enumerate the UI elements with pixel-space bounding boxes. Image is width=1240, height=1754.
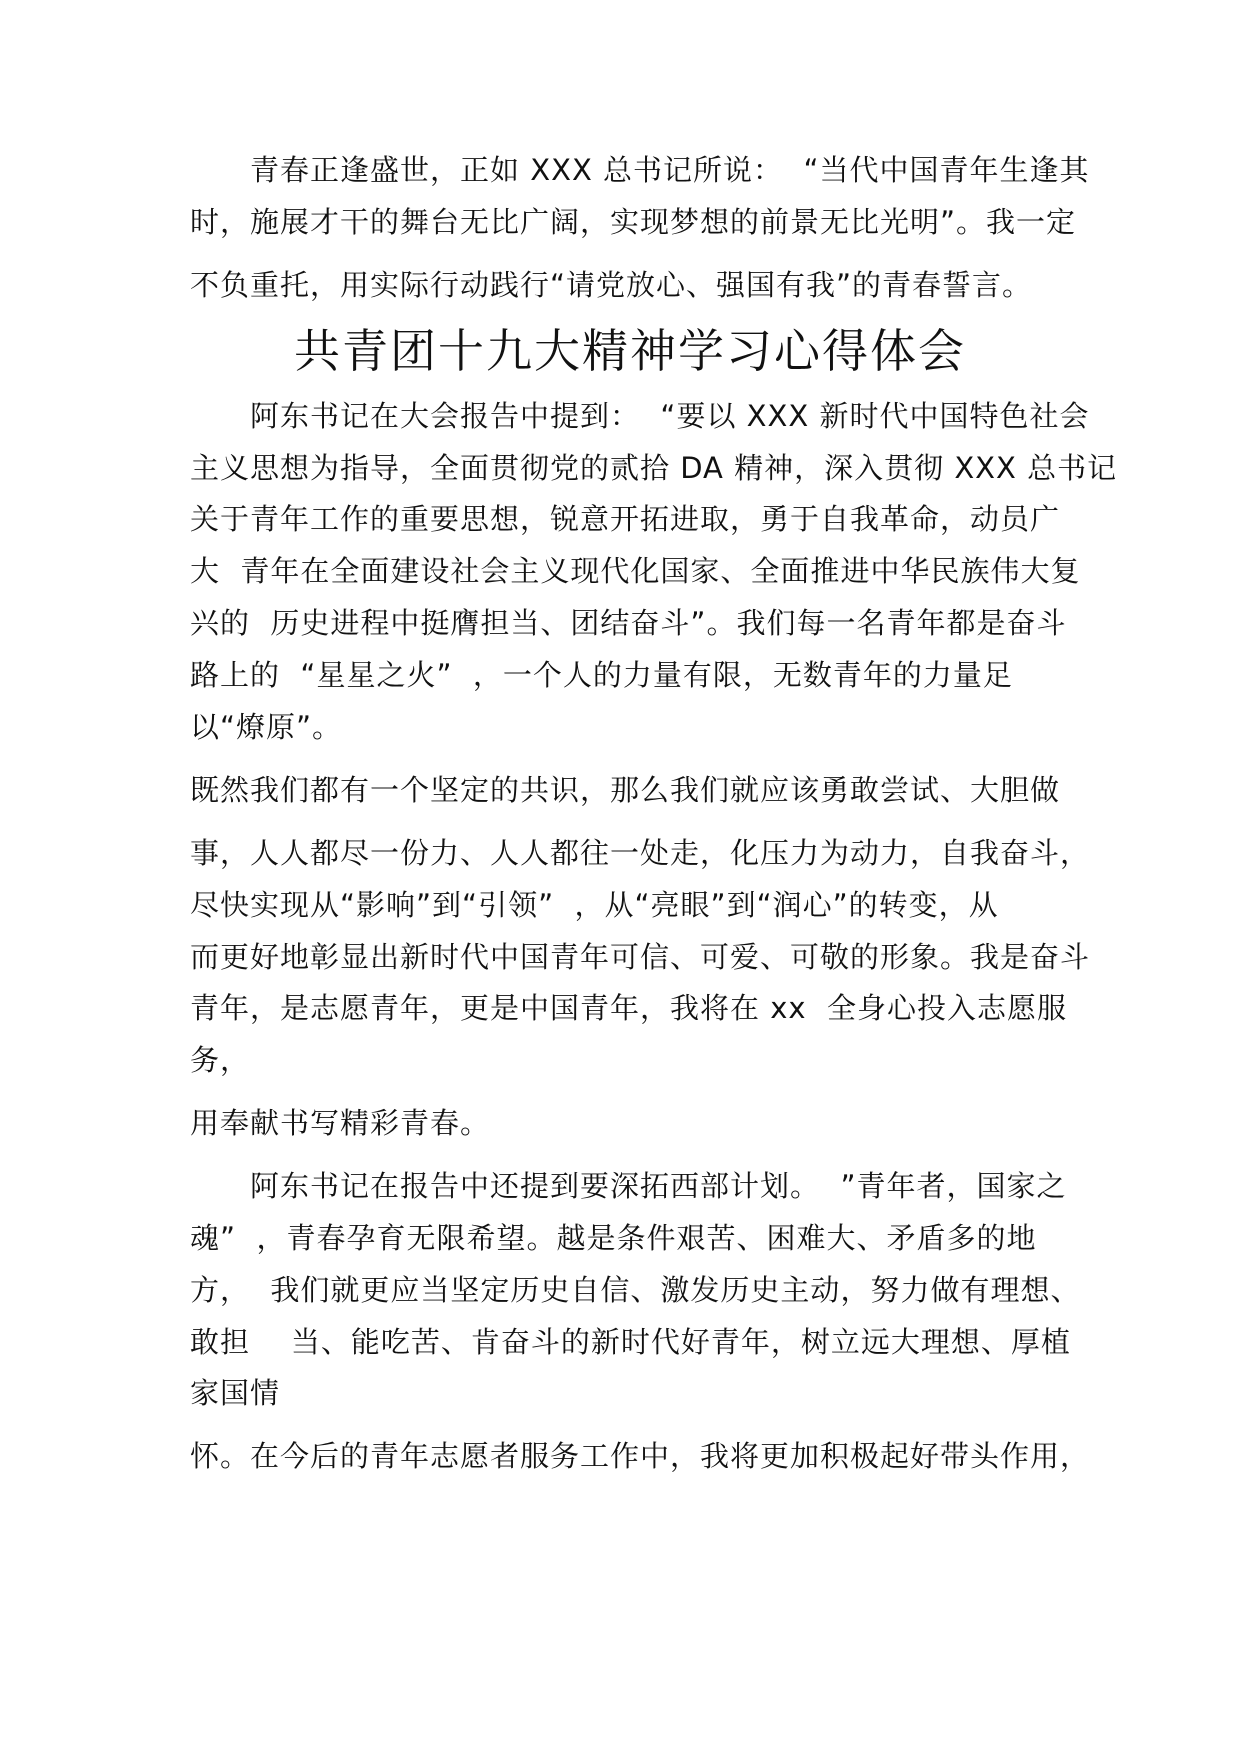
- paragraph-line: 务，: [190, 1043, 251, 1077]
- paragraph-line: 时，施展才干的舞台无比广阔，实现梦想的前景无比光明”。我一定: [190, 205, 1077, 239]
- paragraph-line: 阿东书记在大会报告中提到： “要以 XXX 新时代中国特色社会: [190, 399, 1090, 433]
- paragraph-line: 家国情: [190, 1376, 281, 1410]
- paragraph-line: 既然我们都有一个坚定的共识，那么我们就应该勇敢尝试、大胆做: [190, 773, 1061, 807]
- paragraph-line: 兴的 历史进程中挺膺担当、团结奋斗”。我们每一名青年都是奋斗: [190, 606, 1067, 640]
- paragraph-line: 主义思想为指导，全面贯彻党的贰拾 DA 精神，深入贯彻 XXX 总书记: [190, 451, 1118, 485]
- paragraph-line: 阿东书记在报告中还提到要深拓西部计划。 ”青年者，国家之: [190, 1169, 1067, 1203]
- paragraph-line: 怀。在今后的青年志愿者服务工作中，我将更加积极起好带头作用，: [190, 1439, 1091, 1473]
- paragraph-line: 路上的 “星星之火” ，一个人的力量有限，无数青年的力量足: [190, 658, 1013, 692]
- paragraph-line: 不负重托，用实际行动践行“请党放心、强国有我”的青春誓言。: [190, 268, 1033, 302]
- paragraph-line: 大 青年在全面建设社会主义现代化国家、全面推进中华民族伟大复: [190, 554, 1081, 588]
- page-title: 共青团十九大精神学习心得体会: [294, 324, 966, 378]
- paragraph-line: 青年，是志愿青年，更是中国青年，我将在 xx 全身心投入志愿服: [190, 991, 1067, 1025]
- paragraph-line: 方， 我们就更应当坚定历史自信、激发历史主动，努力做有理想、: [190, 1273, 1081, 1307]
- paragraph-line: 魂” ，青春孕育无限希望。越是条件艰苦、困难大、矛盾多的地: [190, 1221, 1037, 1255]
- paragraph-line: 事，人人都尽一份力、人人都往一处走，化压力为动力，自我奋斗，: [190, 836, 1091, 870]
- paragraph-line: 青春正逢盛世，正如 XXX 总书记所说： “当代中国青年生逢其: [190, 153, 1090, 187]
- paragraph-line: 关于青年工作的重要思想，锐意开拓进取，勇于自我革命，动员广: [190, 502, 1061, 536]
- paragraph-line: 而更好地彰显出新时代中国青年可信、可爱、可敬的形象。我是奋斗: [190, 940, 1091, 974]
- paragraph-line: 敢担 当、能吃苦、肯奋斗的新时代好青年，树立远大理想、厚植: [190, 1325, 1071, 1359]
- paragraph-line: 以“燎原”。: [190, 710, 343, 744]
- paragraph-line: 用奉献书写精彩青春。: [190, 1106, 491, 1140]
- paragraph-line: 尽快实现从“影响”到“引领” ，从“亮眼”到“润心”的转变，从: [190, 888, 999, 922]
